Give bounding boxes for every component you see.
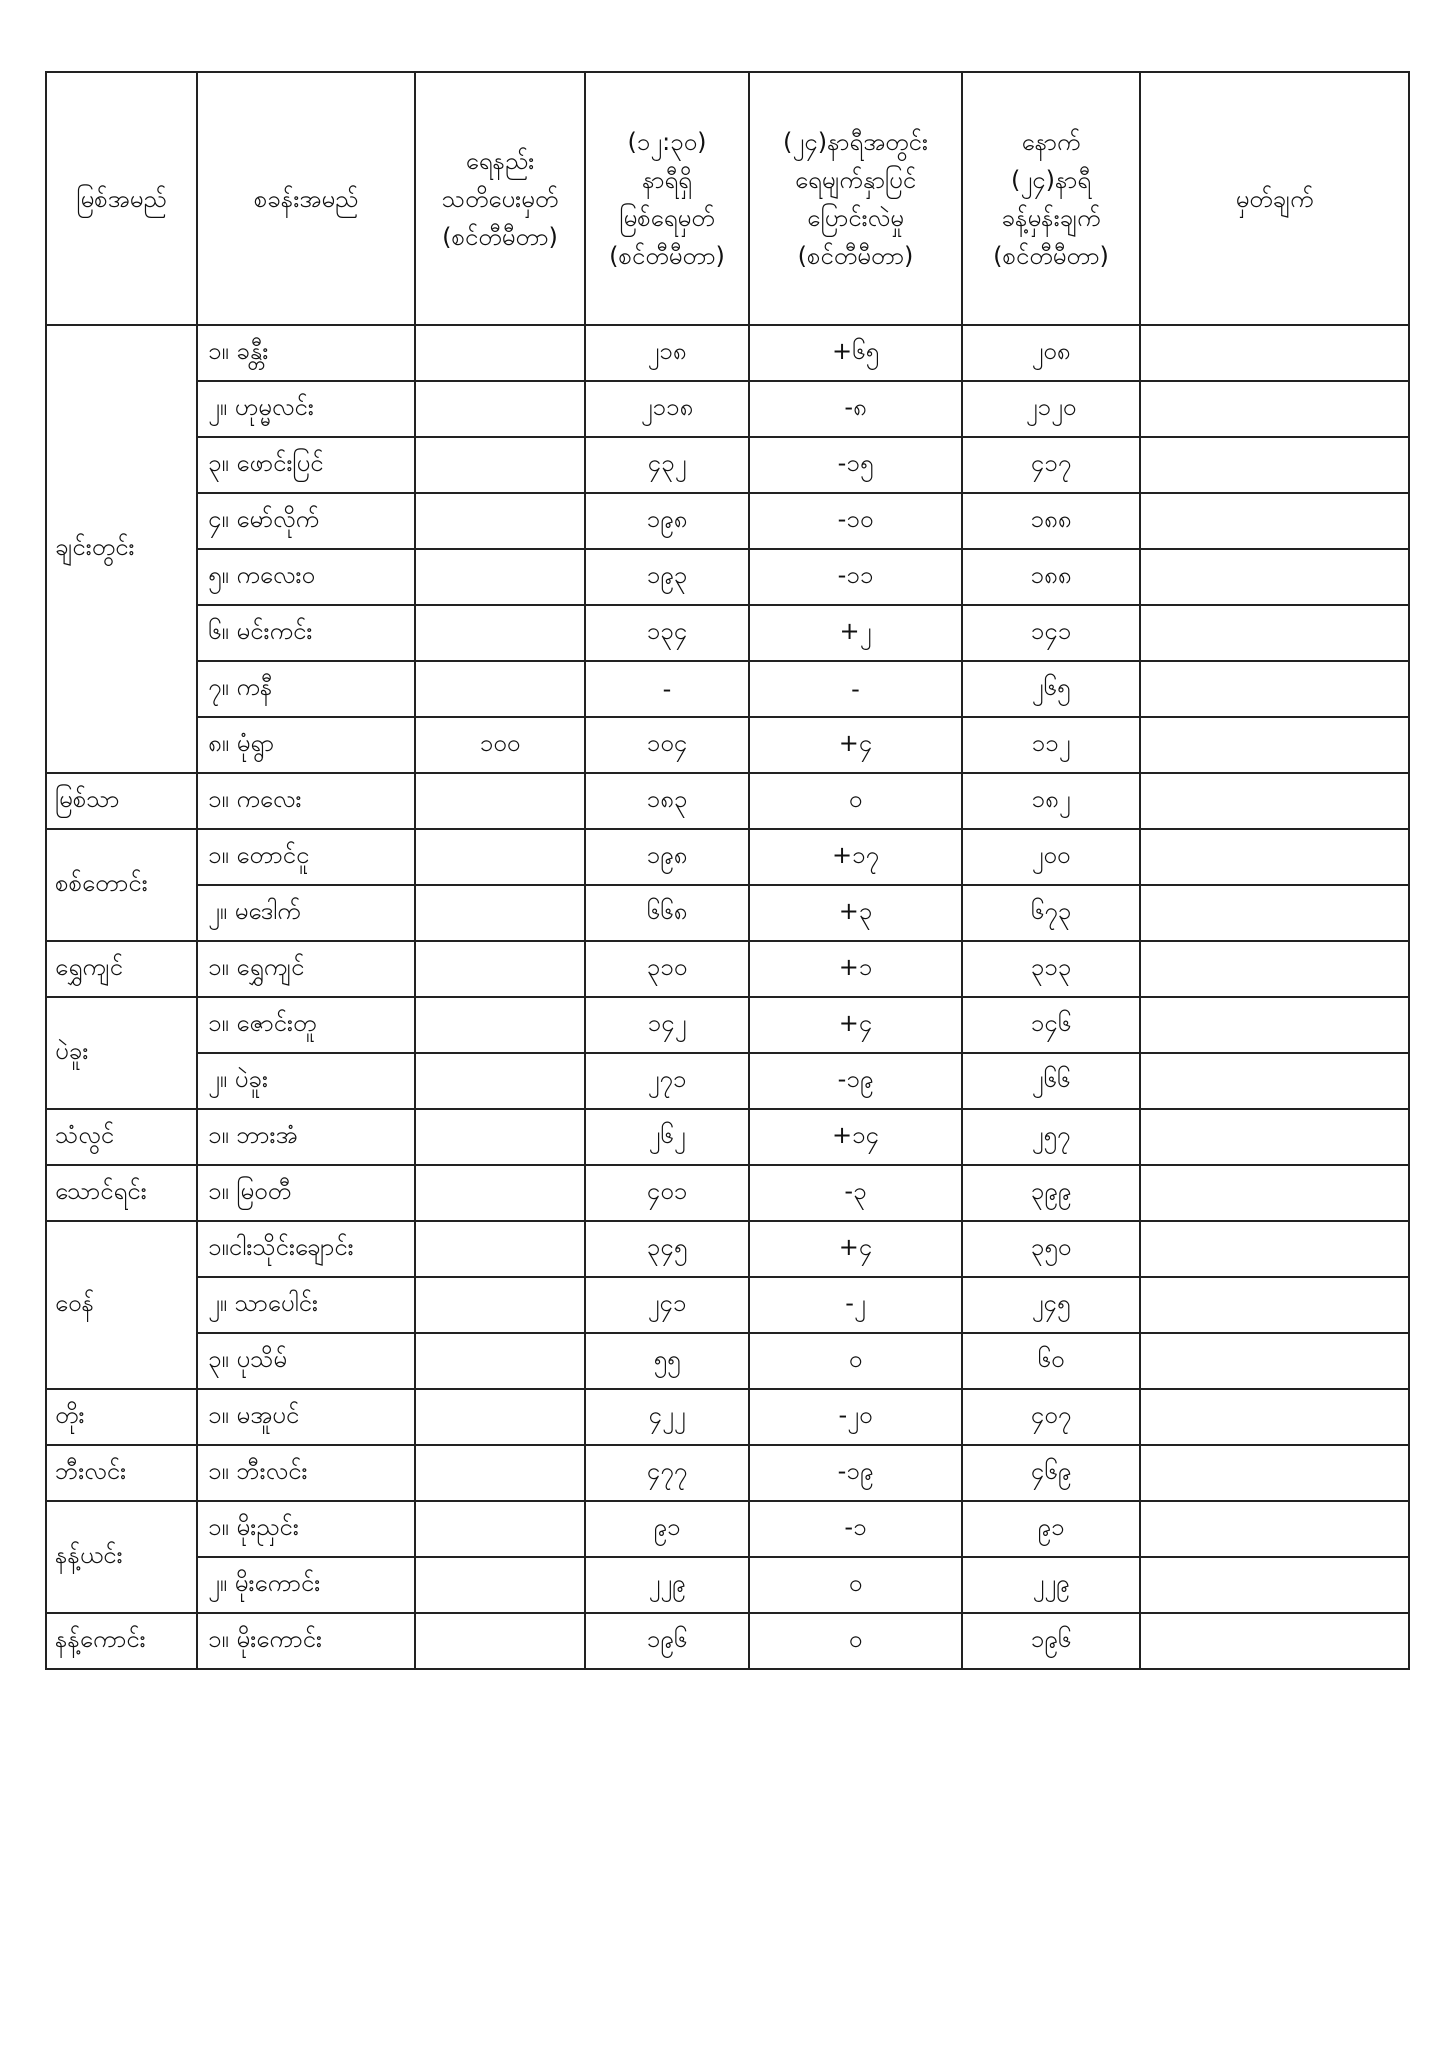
forecast-cell: ၄၀၇ — [962, 1389, 1140, 1445]
danger-level-cell — [415, 1557, 585, 1613]
forecast-cell: ၂၀၈ — [962, 325, 1140, 381]
change-cell: -၂ — [749, 1277, 962, 1333]
water-level-cell: ၃၁၀ — [585, 941, 749, 997]
remarks-cell — [1140, 661, 1409, 717]
danger-level-cell — [415, 1333, 585, 1389]
station-name-cell: ၂။ သာပေါင်း — [197, 1277, 415, 1333]
water-level-cell: ၁၈၃ — [585, 773, 749, 829]
change-cell: ၀ — [749, 1613, 962, 1669]
change-cell: ၀ — [749, 1333, 962, 1389]
forecast-cell: ၆၀ — [962, 1333, 1140, 1389]
river-name-cell: နန့်ကောင်း — [46, 1613, 197, 1669]
change-cell: +၁ — [749, 941, 962, 997]
forecast-cell: ၁၄၆ — [962, 997, 1140, 1053]
danger-level-cell — [415, 1277, 585, 1333]
water-level-cell: ၄၇၇ — [585, 1445, 749, 1501]
change-cell: -၈ — [749, 381, 962, 437]
remarks-cell — [1140, 941, 1409, 997]
table-row — [46, 829, 1409, 885]
remarks-cell — [1140, 437, 1409, 493]
water-level-cell: ၃၄၅ — [585, 1221, 749, 1277]
remarks-cell — [1140, 1165, 1409, 1221]
danger-level-cell — [415, 1221, 585, 1277]
river-name-cell: စစ်တောင်း — [46, 829, 197, 941]
table-row — [46, 549, 1409, 605]
table-row — [46, 941, 1409, 997]
station-name-cell: ၂။ ပဲခူး — [197, 1053, 415, 1109]
forecast-cell: ၁၄၁ — [962, 605, 1140, 661]
station-name-cell: ၁။ ဇောင်းတူ — [197, 997, 415, 1053]
station-name-cell: ၁။ ဘားအံ — [197, 1109, 415, 1165]
danger-level-cell — [415, 1501, 585, 1557]
change-cell: ၀ — [749, 773, 962, 829]
water-level-cell: ၁၃၄ — [585, 605, 749, 661]
danger-level-cell — [415, 1613, 585, 1669]
remarks-cell — [1140, 717, 1409, 773]
station-name-cell: ၃။ ပုသိမ် — [197, 1333, 415, 1389]
forecast-cell: ၁၁၂ — [962, 717, 1140, 773]
river-name-cell: ဝေန် — [46, 1221, 197, 1389]
table-header — [46, 72, 1409, 325]
header-24h-change: (၂၄)နာရီအတွင်း ရေမျက်နှာပြင် ပြောင်းလဲမှု (စင်တီမီတာ) — [749, 72, 962, 325]
change-cell: ၀ — [749, 1557, 962, 1613]
station-name-cell: ၁။ တောင်ငူ — [197, 829, 415, 885]
remarks-cell — [1140, 325, 1409, 381]
forecast-cell: ၃၉၉ — [962, 1165, 1140, 1221]
station-name-cell: ၅။ ကလေးဝ — [197, 549, 415, 605]
table-row — [46, 1333, 1409, 1389]
water-level-cell: ၁၉၃ — [585, 549, 749, 605]
station-name-cell: ၁။ မြဝတီ — [197, 1165, 415, 1221]
change-cell: -၃ — [749, 1165, 962, 1221]
table-row — [46, 1053, 1409, 1109]
remarks-cell — [1140, 549, 1409, 605]
remarks-cell — [1140, 1557, 1409, 1613]
remarks-cell — [1140, 381, 1409, 437]
forecast-cell: ၁၈၈ — [962, 493, 1140, 549]
danger-level-cell — [415, 605, 585, 661]
forecast-cell: ၄၆၉ — [962, 1445, 1140, 1501]
header-danger-level: ရေနည်း သတိပေးမှတ် (စင်တီမီတာ) — [415, 72, 585, 325]
danger-level-cell — [415, 829, 585, 885]
water-level-cell: ၂၄၁ — [585, 1277, 749, 1333]
water-level-cell: ၉၁ — [585, 1501, 749, 1557]
river-name-cell: မြစ်သာ — [46, 773, 197, 829]
forecast-cell: ၂၁၂၀ — [962, 381, 1140, 437]
forecast-cell: ၂၄၅ — [962, 1277, 1140, 1333]
river-level-table — [45, 71, 1410, 1670]
remarks-cell — [1140, 1445, 1409, 1501]
danger-level-cell — [415, 885, 585, 941]
danger-level-cell — [415, 1165, 585, 1221]
station-name-cell: ၇။ ကနီ — [197, 661, 415, 717]
forecast-cell: ၂၆၅ — [962, 661, 1140, 717]
water-level-cell: ၂၇၁ — [585, 1053, 749, 1109]
river-name-cell: သောင်ရင်း — [46, 1165, 197, 1221]
station-name-cell: ၁။ မအူပင် — [197, 1389, 415, 1445]
table-row — [46, 1165, 1409, 1221]
station-name-cell: ၂။ မိုးကောင်း — [197, 1557, 415, 1613]
forecast-cell: ၂၅၇ — [962, 1109, 1140, 1165]
table-row — [46, 1557, 1409, 1613]
header-forecast: နောက် (၂၄)နာရီ ခန့်မှန်းချက် (စင်တီမီတာ) — [962, 72, 1140, 325]
station-name-cell: ၈။ မုံရွာ — [197, 717, 415, 773]
remarks-cell — [1140, 1333, 1409, 1389]
station-name-cell: ၂။ မဒေါက် — [197, 885, 415, 941]
table-row — [46, 1501, 1409, 1557]
table-row — [46, 1445, 1409, 1501]
remarks-cell — [1140, 605, 1409, 661]
river-name-cell: နန့်ယင်း — [46, 1501, 197, 1613]
water-level-cell: ၄၀၁ — [585, 1165, 749, 1221]
remarks-cell — [1140, 1109, 1409, 1165]
water-level-cell: ၅၅ — [585, 1333, 749, 1389]
forecast-cell: ၆၇၃ — [962, 885, 1140, 941]
remarks-cell — [1140, 1501, 1409, 1557]
change-cell: -၁၁ — [749, 549, 962, 605]
water-level-cell: ၁၉၆ — [585, 1613, 749, 1669]
change-cell: +၁၄ — [749, 1109, 962, 1165]
forecast-cell: ၁၉၆ — [962, 1613, 1140, 1669]
water-level-cell: ၁၉၈ — [585, 493, 749, 549]
danger-level-cell — [415, 1445, 585, 1501]
danger-level-cell — [415, 1053, 585, 1109]
station-name-cell: ၁။ မိုးညှင်း — [197, 1501, 415, 1557]
water-level-cell: ၂၂၉ — [585, 1557, 749, 1613]
change-cell: +၂ — [749, 605, 962, 661]
water-level-cell: ၆၆၈ — [585, 885, 749, 941]
danger-level-cell — [415, 661, 585, 717]
change-cell: -၁၉ — [749, 1053, 962, 1109]
forecast-cell: ၃၅၀ — [962, 1221, 1140, 1277]
remarks-cell — [1140, 773, 1409, 829]
station-name-cell: ၁။ငါးသိုင်းချောင်း — [197, 1221, 415, 1277]
station-name-cell: ၁။ ကလေး — [197, 773, 415, 829]
change-cell: +၄ — [749, 997, 962, 1053]
table-row — [46, 605, 1409, 661]
change-cell: +၁၇ — [749, 829, 962, 885]
remarks-cell — [1140, 885, 1409, 941]
danger-level-cell — [415, 997, 585, 1053]
remarks-cell — [1140, 1277, 1409, 1333]
remarks-cell — [1140, 1613, 1409, 1669]
station-name-cell: ၁။ ဘီးလင်း — [197, 1445, 415, 1501]
water-level-cell: ၄၃၂ — [585, 437, 749, 493]
danger-level-cell — [415, 381, 585, 437]
station-name-cell: ၁။ မိုးကောင်း — [197, 1613, 415, 1669]
change-cell: +၃ — [749, 885, 962, 941]
forecast-cell: ၉၁ — [962, 1501, 1140, 1557]
table-row — [46, 773, 1409, 829]
station-name-cell: ၁။ ခန္တီး — [197, 325, 415, 381]
table-row — [46, 717, 1409, 773]
water-level-cell: ၁၉၈ — [585, 829, 749, 885]
water-level-cell: ၄၂၂ — [585, 1389, 749, 1445]
remarks-cell — [1140, 1221, 1409, 1277]
station-name-cell: ၁။ ရွှေကျင် — [197, 941, 415, 997]
forecast-cell: ၂၆၆ — [962, 1053, 1140, 1109]
table-row — [46, 1613, 1409, 1669]
danger-level-cell — [415, 493, 585, 549]
forecast-cell: ၂၀၀ — [962, 829, 1140, 885]
station-name-cell: ၄။ မော်လိုက် — [197, 493, 415, 549]
change-cell: -၁၀ — [749, 493, 962, 549]
river-name-cell: ရွှေကျင် — [46, 941, 197, 997]
danger-level-cell — [415, 941, 585, 997]
forecast-cell: ၁၈၂ — [962, 773, 1140, 829]
table-row — [46, 437, 1409, 493]
danger-level-cell — [415, 1389, 585, 1445]
water-level-cell: - — [585, 661, 749, 717]
header-remarks: မှတ်ချက် — [1140, 72, 1409, 325]
header-row — [46, 72, 1409, 325]
table-row — [46, 325, 1409, 381]
forecast-cell: ၃၁၃ — [962, 941, 1140, 997]
change-cell: +၄ — [749, 717, 962, 773]
danger-level-cell — [415, 773, 585, 829]
change-cell: -၁၅ — [749, 437, 962, 493]
table-row — [46, 1277, 1409, 1333]
header-water-level: (၁၂:၃၀) နာရီရှိ မြစ်ရေမှတ် (စင်တီမီတာ) — [585, 72, 749, 325]
remarks-cell — [1140, 997, 1409, 1053]
danger-level-cell: ၁၀၀ — [415, 717, 585, 773]
station-name-cell: ၂။ ဟုမ္မလင်း — [197, 381, 415, 437]
change-cell: +၄ — [749, 1221, 962, 1277]
water-level-cell: ၁၀၄ — [585, 717, 749, 773]
danger-level-cell — [415, 325, 585, 381]
change-cell: +၆၅ — [749, 325, 962, 381]
river-name-cell: တိုး — [46, 1389, 197, 1445]
header-river: မြစ်အမည် — [46, 72, 197, 325]
remarks-cell — [1140, 1053, 1409, 1109]
change-cell: -၁ — [749, 1501, 962, 1557]
table-row — [46, 381, 1409, 437]
table-row — [46, 1389, 1409, 1445]
water-level-cell: ၁၄၂ — [585, 997, 749, 1053]
river-name-cell: ဘီးလင်း — [46, 1445, 197, 1501]
river-name-cell: ချင်းတွင်း — [46, 325, 197, 773]
header-station: စခန်းအမည် — [197, 72, 415, 325]
danger-level-cell — [415, 1109, 585, 1165]
station-name-cell: ၃။ ဖောင်းပြင် — [197, 437, 415, 493]
water-level-cell: ၂၆၂ — [585, 1109, 749, 1165]
change-cell: -၁၉ — [749, 1445, 962, 1501]
table-row — [46, 997, 1409, 1053]
forecast-cell: ၁၈၈ — [962, 549, 1140, 605]
change-cell: - — [749, 661, 962, 717]
table-row — [46, 885, 1409, 941]
danger-level-cell — [415, 549, 585, 605]
remarks-cell — [1140, 829, 1409, 885]
danger-level-cell — [415, 437, 585, 493]
forecast-cell: ၂၂၉ — [962, 1557, 1140, 1613]
river-name-cell: သံလွင် — [46, 1109, 197, 1165]
change-cell: -၂၀ — [749, 1389, 962, 1445]
water-level-cell: ၂၁၁၈ — [585, 381, 749, 437]
remarks-cell — [1140, 493, 1409, 549]
table-row — [46, 661, 1409, 717]
table-row — [46, 1109, 1409, 1165]
table-row — [46, 1221, 1409, 1277]
table-row — [46, 493, 1409, 549]
station-name-cell: ၆။ မင်းကင်း — [197, 605, 415, 661]
forecast-cell: ၄၁၇ — [962, 437, 1140, 493]
remarks-cell — [1140, 1389, 1409, 1445]
table-body — [46, 325, 1409, 1669]
river-name-cell: ပဲခူး — [46, 997, 197, 1109]
water-level-cell: ၂၁၈ — [585, 325, 749, 381]
